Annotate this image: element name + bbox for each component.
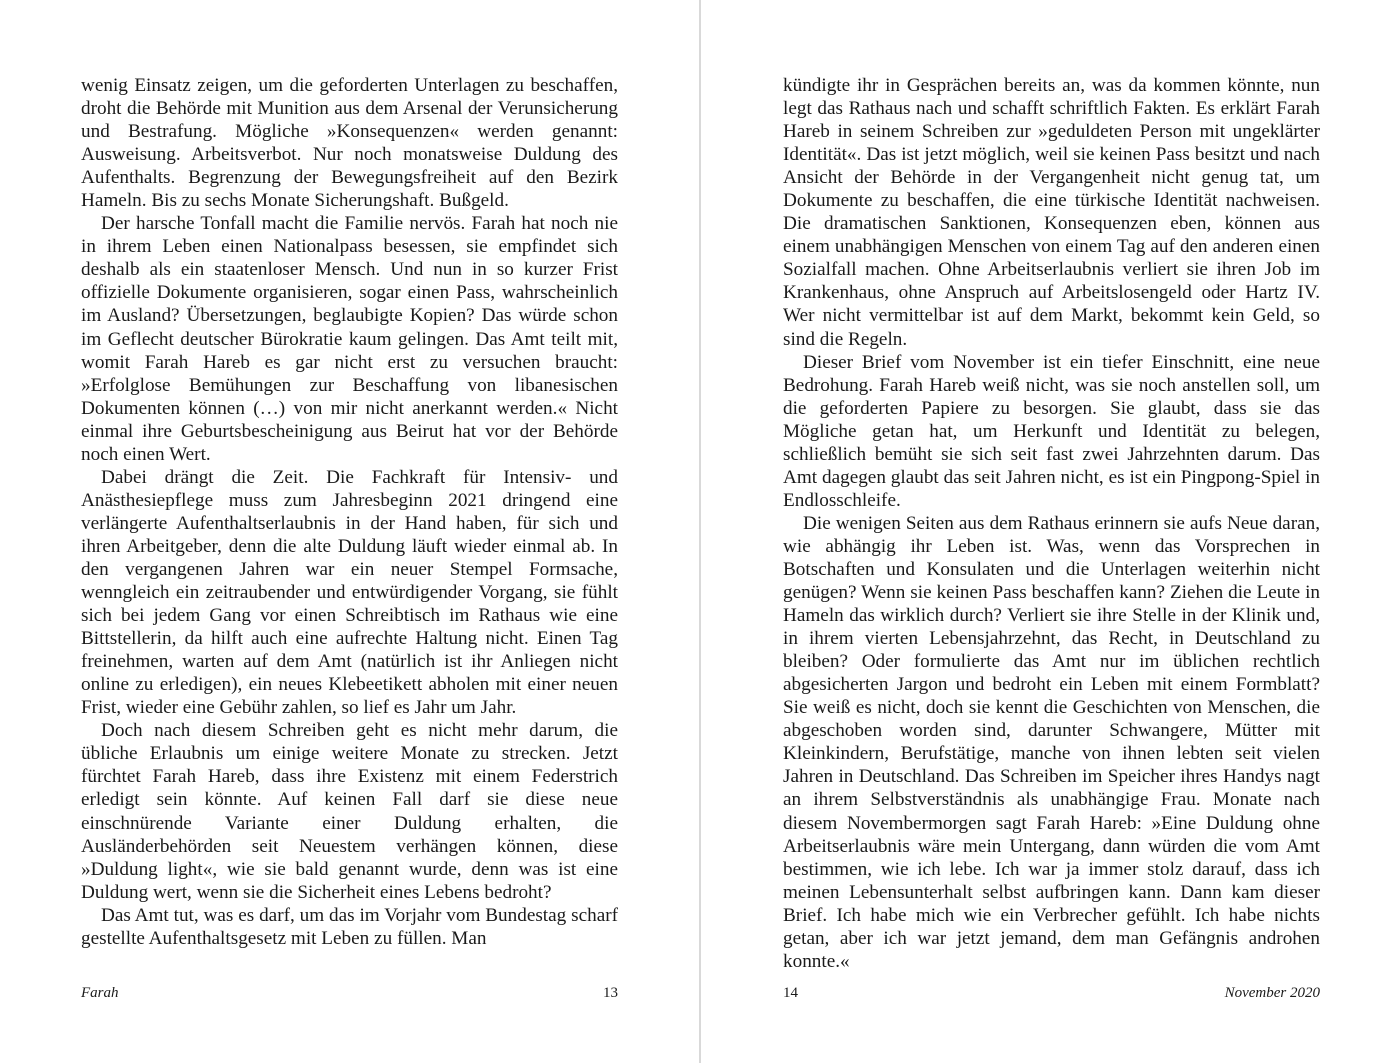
right-page-footer bbox=[783, 983, 1320, 1003]
left-page-body bbox=[81, 74, 618, 974]
page-number: 14 bbox=[783, 985, 798, 1001]
paragraph: wenig Einsatz zeigen, um die geforderten Unterlagen zu beschaffen, droht die Behörde mit Munition aus dem Arsenal der Verunsicherung und Bestrafung. Mögliche »Konsequenzen« werden genannt: Ausweisung. Arbeitsverbot. Nur noch monatsweise Duldung des Aufenthalts. Begrenzung der Bewegungsfreiheit auf den Bezirk Hameln. Bis zu sechs Monate Sicherungshaft. Bußgeld. bbox=[81, 75, 618, 212]
paragraph: Die wenigen Seiten aus dem Rathaus erinnern sie aufs Neue daran, wie abhängig ihr Leben ist. Was, wenn das Vorsprechen in Botschaften und Konsulaten und die Unterlagen weiterhin nicht genügen? Wenn sie keinen Pass beschaffen kann? Ziehen die Leute in Hameln das wirklich durch? Verliert sie ihre Stelle in der Klinik und, in ihrem vierten Lebensjahrzehnt, das Recht, in Deutschland zu bleiben? Oder formulierte das Amt nur im üblichen rechtlich abgesicherten Jargon und bedroht ein Leben mit einem Formblatt? Sie weiß es nicht, doch sie kennt die Geschichten von Menschen, die abgeschoben worden sind, darunter Schwangere, Mütter mit Kleinkindern, Berufstätige, manche von ihnen lebten seit vielen Jahren in Deutschland. Das Schreiben im Speicher ihres Handys nagt an ihrem Selbstverständnis als unabhängige Frau. Monate nach diesem Novembermorgen sagt Farah Hareb: »Eine Duldung ohne Arbeitserlaubnis wäre mein Untergang, dann würden die vom Amt bestimmen, wie ich lebe. Ich war ja immer stolz darauf, dass ich meinen Lebensunterhalt selbst aufbringen kann. Dann kam dieser Brief. Ich habe mich wie ein Verbrecher gefühlt. Ich habe nichts getan, aber ich war jetzt jemand, dem man Gefängnis androhen konnte.« bbox=[783, 512, 1320, 972]
right-page bbox=[783, 74, 1320, 974]
running-head: November 2020 bbox=[1224, 985, 1320, 1001]
left-page bbox=[81, 74, 618, 974]
paragraph: Das Amt tut, was es darf, um das im Vorjahr vom Bundestag scharf gestellte Aufenthaltsgesetz mit Leben zu füllen. Man bbox=[81, 904, 618, 949]
paragraph: Doch nach diesem Schreiben geht es nicht mehr darum, die übliche Erlaubnis um einige weitere Monate zu strecken. Jetzt fürchtet Farah Hareb, dass ihre Existenz mit einem Federstrich erledigt sein könnte. Auf keinen Fall darf sie diese neue einschnürende Variante einer Duldung erhalten, die Ausländerbehörden seit Neuestem verhängen können, diese »Duldung light«, wie sie bald genannt wurde, denn was ist eine Duldung wert, wenn sie die Sicherheit eines Lebens bedroht? bbox=[81, 720, 618, 903]
page-number: 13 bbox=[603, 985, 618, 1001]
paragraph: kündigte ihr in Gesprächen bereits an, was da kommen könnte, nun legt das Rathaus nach und schafft schriftlich Fakten. Es erklärt Farah Hareb in seinem Schreiben zur »geduldeten Person mit ungeklärter Identität«. Das ist jetzt möglich, weil sie keinen Pass besitzt und nach Ansicht der Behörde in der Vergangenheit nicht genug tat, um Dokumente zu beschaffen, die eine türkische Identität nachweisen. Die dramatischen Sanktionen, Konsequenzen eben, können aus einem unabhängigen Menschen von einem Tag auf den anderen einen Sozialfall machen. Ohne Arbeitserlaubnis verliert sie ihren Job im Krankenhaus, ohne Anspruch auf Arbeitslosengeld oder Hartz IV. Wer nicht vermittelbar ist auf dem Markt, bekommt kein Geld, so sind die Regeln. bbox=[783, 75, 1320, 350]
page-gutter-divider bbox=[699, 0, 701, 1063]
right-page-body bbox=[783, 74, 1320, 974]
paragraph: Der harsche Tonfall macht die Familie nervös. Farah hat noch nie in ihrem Leben einen Nationalpass besessen, sie empfindet sich deshalb als ein staatenloser Mensch. Und nun in so kurzer Frist offizielle Dokumente organisieren, sogar einen Pass, wahrscheinlich im Ausland? Übersetzungen, beglaubigte Kopien? Das würde schon im Geflecht deutscher Bürokratie kaum gelingen. Das Amt teilt mit, womit Farah Hareb es gar nicht erst zu versuchen braucht: »Erfolglose Bemühungen zur Beschaffung von libanesischen Dokumenten können (…) von mir nicht anerkannt werden.« Nicht einmal ihre Geburtsbescheinigung aus Beirut hat vor der Behörde noch einen Wert. bbox=[81, 213, 618, 465]
paragraph: Dieser Brief vom November ist ein tiefer Einschnitt, eine neue Bedrohung. Farah Hareb weiß nicht, was sie noch anstellen soll, um die geforderten Papiere zu besorgen. Sie glaubt, dass sie das Mögliche getan hat, um Herkunft und Identität zu belegen, schließlich bemüht sie sich seit fast zwei Jahrzehnten darum. Das Amt dagegen glaubt das seit Jahren nicht, es ist ein Pingpong-Spiel in Endlosschleife. bbox=[783, 351, 1320, 511]
left-page-footer bbox=[81, 983, 618, 1003]
paragraph: Dabei drängt die Zeit. Die Fachkraft für Intensiv- und Anästhesiepflege muss zum Jahresbeginn 2021 dringend eine verlängerte Aufenthaltserlaubnis in der Hand haben, für sich und ihren Arbeitgeber, denn die alte Duldung läuft wieder einmal ab. In den vergangenen Jahren war ein neuer Stempel Formsache, wenngleich ein zeitraubender und entwürdigender Vorgang, sie fühlt sich bei jedem Gang vor einen Schreibtisch im Rathaus wie eine Bittstellerin, da hilft auch eine aufrechte Haltung nicht. Einen Tag freinehmen, warten auf dem Amt (natürlich ist ihr Anliegen nicht online zu erledigen), ein neues Klebeetikett abholen mit einer neuen Frist, wieder eine Gebühr zahlen, so lief es Jahr um Jahr. bbox=[81, 466, 618, 719]
running-head: Farah bbox=[81, 985, 119, 1001]
